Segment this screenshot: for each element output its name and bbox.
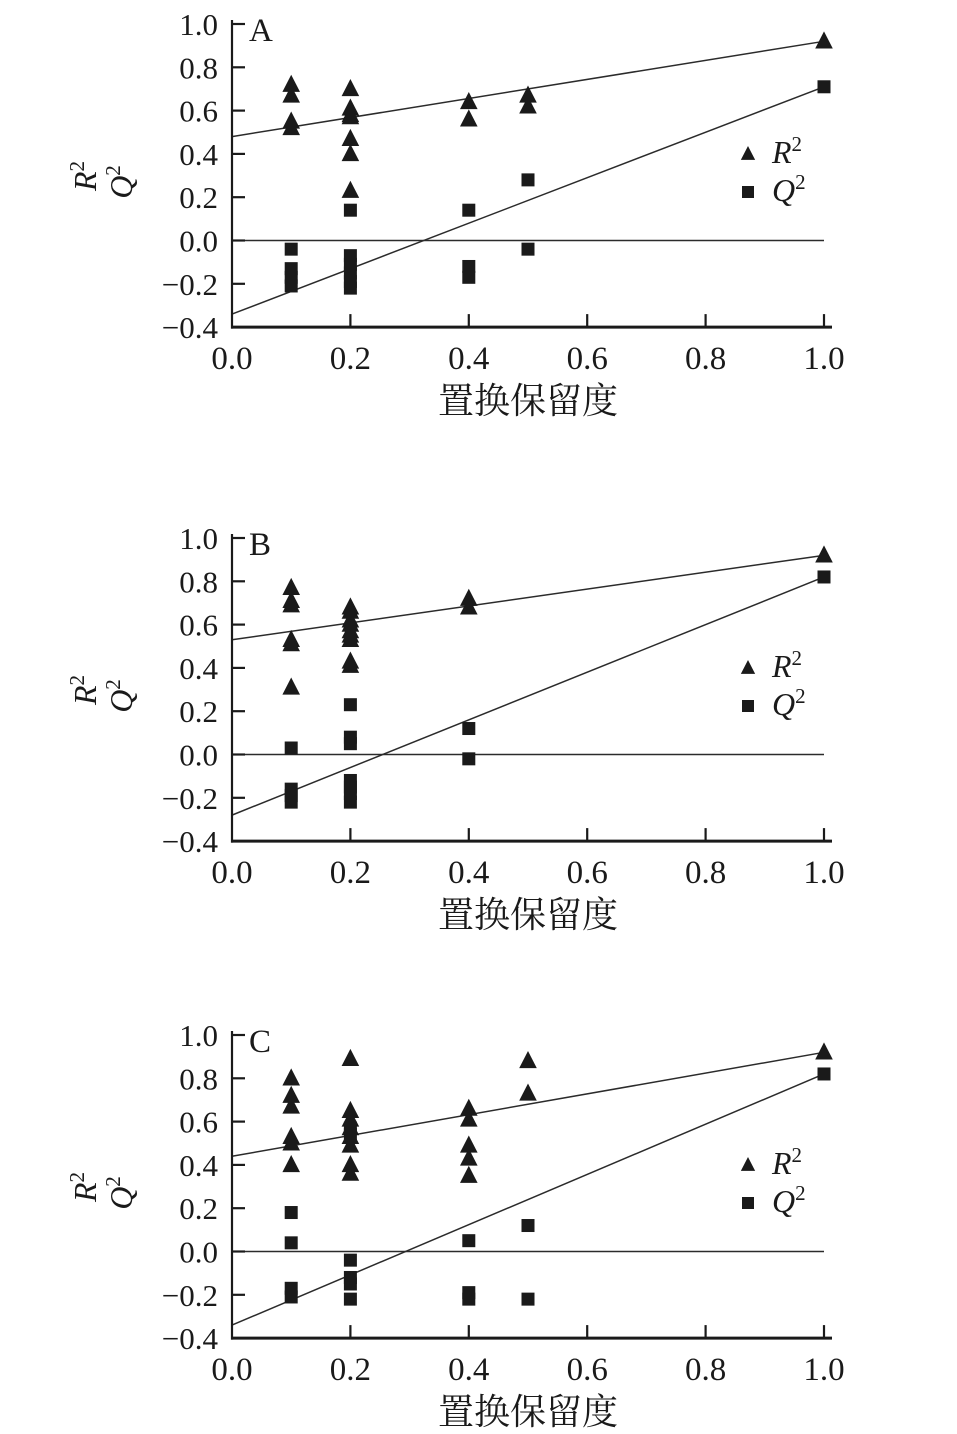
y-tick-label: −0.2 xyxy=(161,780,218,816)
y-tick-label: −0.4 xyxy=(161,1321,218,1357)
panel-label: C xyxy=(249,1024,272,1060)
r2-point xyxy=(342,1164,360,1181)
q2-point xyxy=(344,1293,357,1306)
x-tick-label: 0.2 xyxy=(329,855,372,892)
y-tick-label: −0.2 xyxy=(161,266,218,302)
r2-point xyxy=(815,545,833,562)
q2-point xyxy=(462,752,475,765)
x-tick-label: 0.6 xyxy=(566,1352,608,1389)
y-tick-label: 0.4 xyxy=(179,650,218,686)
y-tick-label: 0.6 xyxy=(179,93,218,129)
x-tick-label: 0.0 xyxy=(211,1352,253,1389)
q2-point xyxy=(285,1290,298,1303)
y-tick-label: −0.4 xyxy=(161,310,218,346)
y-tick-label: 1.0 xyxy=(179,1018,218,1053)
y-tick-label: 0.8 xyxy=(179,50,218,86)
q2-point xyxy=(344,282,357,295)
r2-point xyxy=(460,92,478,109)
r2-point xyxy=(342,107,360,124)
q2-point xyxy=(818,1067,831,1080)
q2-point xyxy=(285,796,298,809)
q2-point xyxy=(344,1128,357,1141)
y-tick-label: 0.0 xyxy=(179,737,218,773)
r2-point xyxy=(282,1068,300,1085)
panel-c xyxy=(65,1018,845,1432)
y-tick-label: 0.2 xyxy=(179,180,218,216)
q2-point xyxy=(344,698,357,711)
x-tick-label: 0.6 xyxy=(566,341,608,378)
panel-a xyxy=(65,7,845,421)
legend-label: $R^2$ xyxy=(772,131,803,170)
legend-label: $R^2$ xyxy=(772,1142,803,1181)
q2-point xyxy=(818,80,831,93)
y-tick-label: 1.0 xyxy=(179,521,218,556)
legend-q2-marker xyxy=(742,1197,754,1209)
legend-label: $R^2$ xyxy=(772,645,803,684)
q2-point xyxy=(522,1293,535,1306)
q2-point xyxy=(285,1236,298,1249)
legend-label: $Q^2$ xyxy=(772,683,806,722)
x-tick-label: 0.4 xyxy=(448,1352,490,1389)
y-tick-label: 0.8 xyxy=(179,564,218,600)
x-axis-title: 置换保留度 xyxy=(437,381,619,422)
panel-label: B xyxy=(249,527,272,563)
x-tick-label: 0.4 xyxy=(448,855,490,892)
y-tick-label: 0.4 xyxy=(179,136,218,172)
r2-point xyxy=(815,31,833,48)
y-tick-label: 0.0 xyxy=(179,223,218,259)
r2-point xyxy=(460,109,478,126)
y-tick-label: 1.0 xyxy=(179,7,218,42)
y-tick-label: 0.2 xyxy=(179,1191,218,1227)
r2-point xyxy=(519,1084,537,1101)
y-tick-label: 0.6 xyxy=(179,1104,218,1140)
y-axis-title-line: $R^2$ xyxy=(64,674,103,706)
q2-point xyxy=(344,204,357,217)
q2-trend-line xyxy=(232,577,824,815)
q2-point xyxy=(462,204,475,217)
legend xyxy=(741,646,806,722)
legend-q2-marker xyxy=(742,700,754,712)
q2-point xyxy=(344,1254,357,1267)
legend-label: $Q^2$ xyxy=(772,169,806,208)
y-axis-title-line: $R^2$ xyxy=(64,1171,103,1203)
x-axis-title: 置换保留度 xyxy=(437,895,619,936)
x-axis-title: 置换保留度 xyxy=(437,1392,619,1433)
panel-b xyxy=(65,521,845,935)
x-tick-label: 0.8 xyxy=(684,1352,727,1389)
x-tick-label: 1.0 xyxy=(803,1352,845,1389)
r2-point xyxy=(342,129,360,146)
r2-point xyxy=(815,1042,833,1059)
q2-point xyxy=(285,742,298,755)
q2-point xyxy=(462,271,475,284)
q2-point xyxy=(522,243,535,256)
panel-label: A xyxy=(249,13,273,49)
x-tick-label: 0.8 xyxy=(684,855,727,892)
q2-trend-line xyxy=(232,87,824,314)
q2-point xyxy=(344,737,357,750)
x-tick-label: 0.8 xyxy=(684,341,727,378)
x-tick-label: 0.0 xyxy=(211,341,253,378)
q2-trend-line xyxy=(232,1074,824,1325)
y-axis-title-line: $Q^2$ xyxy=(100,165,139,199)
r2-point xyxy=(282,1155,300,1172)
r2-point xyxy=(519,1051,537,1068)
y-axis-title-line: $R^2$ xyxy=(64,160,103,192)
r2-point xyxy=(342,181,360,198)
y-tick-label: 0.4 xyxy=(179,1147,218,1183)
x-tick-label: 0.2 xyxy=(329,341,372,378)
q2-point xyxy=(462,722,475,735)
legend xyxy=(741,132,806,208)
y-axis-title-line: $Q^2$ xyxy=(100,1176,139,1210)
y-axis-title-line: $Q^2$ xyxy=(100,679,139,713)
y-tick-label: −0.4 xyxy=(161,824,218,860)
y-tick-label: −0.2 xyxy=(161,1277,218,1313)
y-tick-label: 0.2 xyxy=(179,694,218,730)
x-tick-label: 0.6 xyxy=(566,855,608,892)
legend xyxy=(741,1143,806,1219)
q2-point xyxy=(285,279,298,292)
y-tick-label: 0.8 xyxy=(179,1061,218,1097)
x-tick-label: 0.2 xyxy=(329,1352,372,1389)
x-tick-label: 1.0 xyxy=(803,855,845,892)
x-tick-label: 1.0 xyxy=(803,341,845,378)
q2-point xyxy=(462,1234,475,1247)
x-tick-label: 0.0 xyxy=(211,855,253,892)
q2-point xyxy=(285,243,298,256)
y-tick-label: 0.6 xyxy=(179,607,218,643)
legend-r2-marker xyxy=(741,1157,755,1171)
x-tick-label: 0.4 xyxy=(448,341,490,378)
q2-point xyxy=(285,1206,298,1219)
legend-r2-marker xyxy=(741,146,755,160)
q2-point xyxy=(818,570,831,583)
y-tick-label: 0.0 xyxy=(179,1234,218,1270)
r2-point xyxy=(342,1049,360,1066)
legend-label: $Q^2$ xyxy=(772,1180,806,1219)
r2-point xyxy=(342,79,360,96)
r2-point xyxy=(282,677,300,694)
q2-point xyxy=(522,1219,535,1232)
q2-point xyxy=(344,1277,357,1290)
q2-point xyxy=(522,173,535,186)
legend-r2-marker xyxy=(741,660,755,674)
legend-q2-marker xyxy=(742,186,754,198)
q2-point xyxy=(462,1293,475,1306)
r2-trend-line xyxy=(232,555,824,639)
r2-point xyxy=(460,597,478,614)
q2-point xyxy=(344,796,357,809)
r2-point xyxy=(460,1166,478,1183)
r2-point xyxy=(342,144,360,161)
